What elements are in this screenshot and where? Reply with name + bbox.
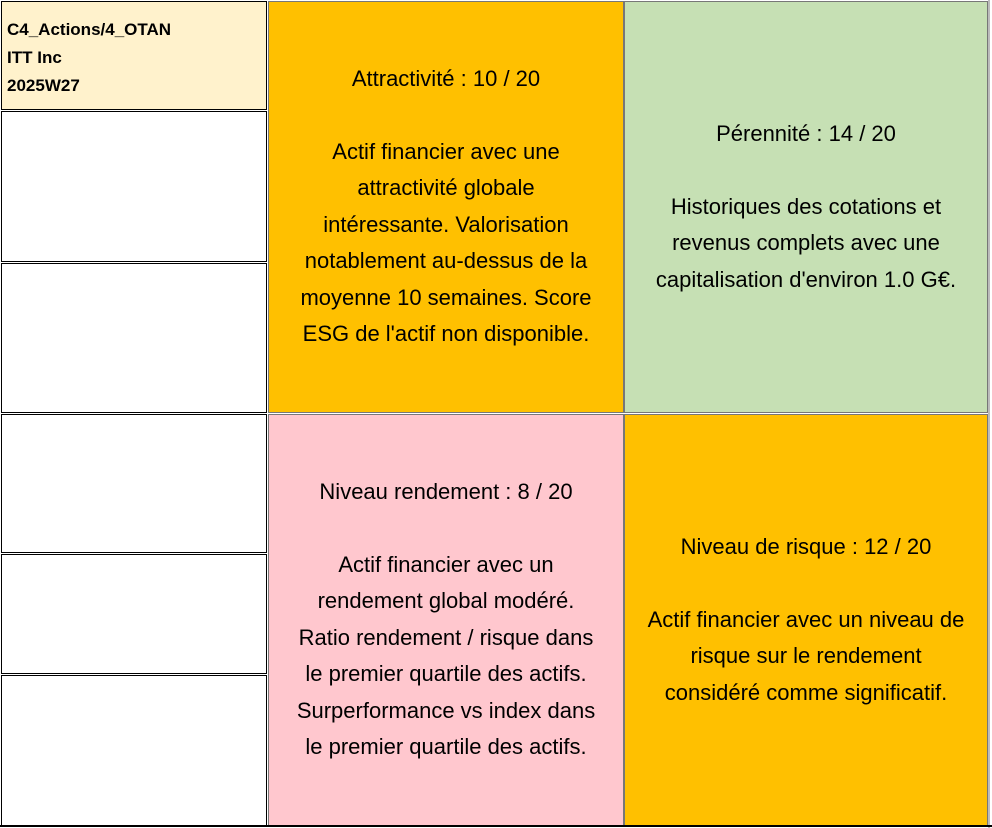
rendement-line: Actif financier avec un [338,551,554,577]
rendement-title: Niveau rendement : 8 / 20 [319,479,573,505]
rendement-line: Ratio rendement / risque dans [298,624,594,650]
rendement-line: Surperformance vs index dans [296,697,596,723]
grid-right-edge [988,0,990,828]
perennite-line: Historiques des cotations et [670,193,942,219]
header-category: C4_Actions/4_OTAN [7,20,172,39]
attractivite-title: Attractivité : 10 / 20 [351,66,541,92]
empty-cell-2[interactable] [1,263,267,413]
perennite-panel[interactable] [624,1,988,413]
perennite-line: revenus complets avec une [672,230,940,255]
perennite-text [656,189,956,299]
risque-title: Niveau de risque : 12 / 20 [680,534,932,559]
rendement-line: le premier quartile des actifs. [305,661,587,687]
risque-line: Actif financier avec un niveau de [647,606,965,632]
perennite-title: Pérennité : 14 / 20 [716,121,896,146]
attractivite-panel[interactable] [268,1,624,413]
empty-cell-5[interactable] [1,675,267,826]
attractivite-line: attractivité globale [357,175,535,201]
risque-line: considéré comme significatif. [664,679,948,705]
attractivite-text [300,134,591,353]
rendement-line: rendement global modéré. [317,588,575,614]
rendement-panel[interactable] [268,414,624,826]
rendement-line: le premier quartile des actifs. [305,734,587,760]
header-company: ITT Inc [7,48,62,67]
attractivite-line: intéressante. Valorisation [323,211,569,237]
attractivite-line: moyenne 10 semaines. Score [300,284,592,310]
rendement-text [297,547,595,766]
risque-text [648,602,965,712]
header-cell[interactable] [1,1,267,110]
attractivite-line: Actif financier avec une [332,138,560,164]
grid-bottom-edge [0,825,992,827]
header-week: 2025W27 [7,76,80,95]
perennite-line: capitalisation d'environ 1.0 G€. [655,266,957,292]
attractivite-line: notablement au-dessus de la [304,248,588,274]
attractivite-line: ESG de l'actif non disponible. [302,321,590,347]
risque-panel[interactable] [624,414,988,826]
risque-line: risque sur le rendement [690,643,922,668]
empty-cell-3[interactable] [1,414,267,553]
empty-cell-4[interactable] [1,554,267,674]
empty-cell-1[interactable] [1,111,267,262]
